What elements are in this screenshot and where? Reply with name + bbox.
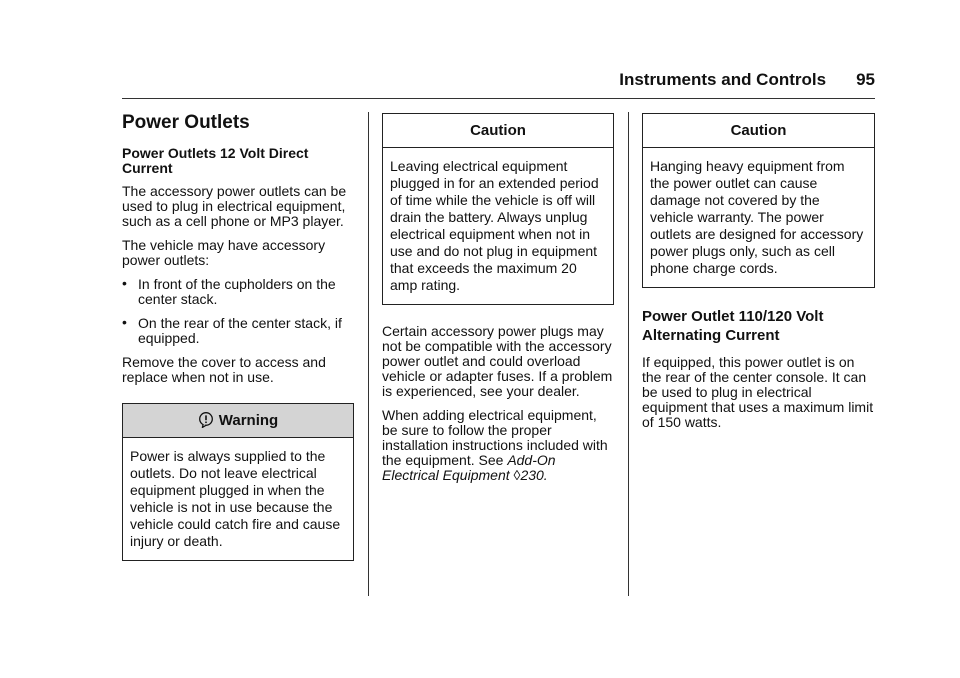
outlet-location-list (122, 277, 354, 346)
caution-header: Caution (643, 114, 874, 148)
column-divider-1 (368, 112, 369, 596)
list-item (122, 316, 354, 346)
cross-reference-page[interactable]: 230 (520, 467, 544, 483)
subsection-title: Power Outlets 12 Volt Direct Current (122, 145, 309, 176)
bullet: • (122, 275, 127, 291)
section-title: Instruments and Controls (619, 70, 827, 89)
intro-paragraph: The accessory power outlets can be used to plug in electrical equipment, such as a cell phone or MP3 player. (122, 183, 347, 229)
warning-text: Power is always supplied to the outlets. Do not leave electrical equipment plugged in when the vehicle is not in use because the vehicle could catch fire and cause injury or death. (130, 448, 341, 549)
warning-box (122, 403, 354, 561)
cover-paragraph: Remove the cover to access and replace when not in use. (122, 354, 326, 385)
caution-text: Hanging heavy equipment from the power outlet can cause damage not covered by the vehicle warranty. The power outlets are designed for accessory power plugs only, such as cell phone charge cords. (650, 158, 864, 276)
outlets-paragraph: The vehicle may have accessory power outlets: (122, 237, 326, 268)
warning-icon (198, 407, 214, 440)
column-3 (642, 110, 875, 439)
subsection-title-ac: Power Outlet 110/120 Volt Alternating Current (642, 308, 824, 344)
column-divider-2 (628, 112, 629, 596)
caution-box-battery (382, 113, 614, 305)
ac-outlet-paragraph: If equipped, this power outlet is on the rear of the center console. It can be used to plug in electrical equipment that uses a maximum limit of 150 watts. (642, 354, 874, 430)
caution-text: Leaving electrical equipment plugged in for an extended period of time while the vehicle is off will drain the battery. Always unplug electrical equipment when not in use and do not plug in equipment that exceeds the maximum 20 amp rating. (390, 158, 599, 293)
list-item-text: In front of the cupholders on the center stack. (138, 276, 336, 307)
installation-paragraph (382, 408, 614, 483)
page-number: 95 (856, 70, 875, 89)
caution-box-heavy-equipment (642, 113, 875, 288)
bullet: • (122, 314, 127, 330)
page-title: Power Outlets (122, 112, 250, 133)
warning-title: Warning (218, 412, 279, 429)
installation-text: When adding electrical equipment, be sure to follow the proper installation instructions included with the equipment. See (382, 407, 608, 468)
caution-header: Caution (383, 114, 613, 148)
warning-header (123, 404, 353, 438)
compatibility-paragraph: Certain accessory power plugs may not be compatible with the accessory power outlet and could overload vehicle or adapter fuses. If a problem is experienced, see your dealer. (382, 323, 613, 399)
cross-reference-link[interactable]: Add-On Electrical Equipment (382, 452, 556, 483)
page-header (122, 70, 875, 90)
list-item (122, 277, 354, 307)
cross-reference-period: . (543, 467, 548, 483)
page-reference-icon: ◊ (513, 467, 521, 483)
column-1 (122, 110, 354, 580)
header-rule (122, 98, 875, 99)
column-2 (382, 110, 614, 492)
list-item-text: On the rear of the center stack, if equipped. (138, 315, 342, 346)
